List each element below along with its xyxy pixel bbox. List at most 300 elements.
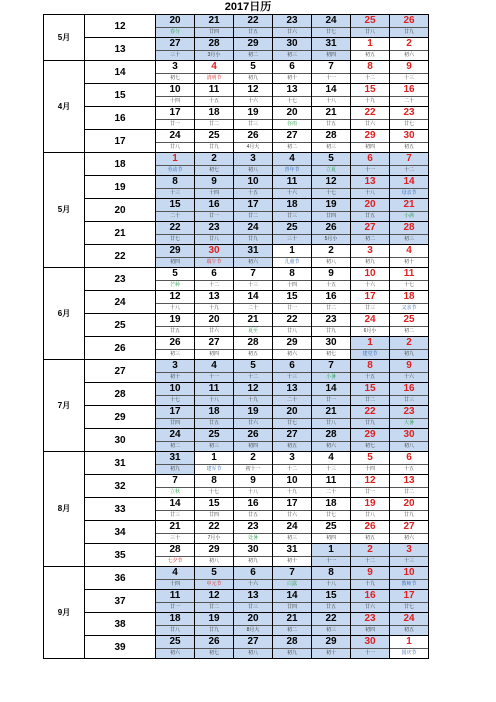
- day-number: 22: [351, 406, 389, 419]
- week-number: 33: [85, 498, 156, 521]
- day-number: 30: [234, 544, 272, 557]
- lunar-label: 初五: [247, 351, 258, 357]
- day-cell: [312, 498, 351, 521]
- day-number: 24: [273, 521, 311, 534]
- lunar-label: 廿四: [208, 512, 219, 518]
- lunar-label: 初二: [169, 443, 180, 449]
- day-cell: [195, 337, 234, 360]
- lunar-label: 廿九: [208, 627, 219, 633]
- lunar-label: 十七: [208, 489, 219, 495]
- day-cell: [273, 360, 312, 383]
- lunar-label: 初三: [403, 236, 414, 242]
- day-number: 12: [195, 590, 233, 603]
- day-cell: [351, 245, 390, 268]
- day-cell: [312, 429, 351, 452]
- day-cell: [195, 15, 234, 38]
- day-number: 7: [312, 360, 350, 373]
- day-number: 14: [312, 383, 350, 396]
- day-number: 5: [195, 567, 233, 580]
- week-row: [44, 360, 429, 383]
- day-cell: [312, 452, 351, 475]
- day-number: 28: [273, 636, 311, 649]
- lunar-label: 初五: [364, 535, 375, 541]
- lunar-label: 父亲节: [401, 305, 417, 311]
- week-number: 23: [85, 268, 156, 291]
- lunar-label: 初七: [364, 443, 375, 449]
- day-number: 27: [195, 337, 233, 350]
- lunar-label: 十二: [403, 167, 414, 173]
- day-number: 5: [312, 153, 350, 166]
- day-cell: [195, 613, 234, 636]
- day-cell: [234, 291, 273, 314]
- lunar-label: 初九: [169, 466, 180, 472]
- lunar-label: 初六: [403, 52, 414, 58]
- week-row: [44, 291, 429, 314]
- lunar-label: 十四: [169, 581, 180, 587]
- day-number: 16: [312, 291, 350, 304]
- day-cell: [195, 245, 234, 268]
- lunar-label: 廿一: [364, 489, 375, 495]
- day-cell: [390, 613, 429, 636]
- day-number: 5: [234, 360, 272, 373]
- day-cell: [351, 590, 390, 613]
- day-cell: [195, 84, 234, 107]
- day-number: 21: [390, 199, 428, 212]
- day-number: 27: [273, 130, 311, 143]
- day-number: 9: [234, 475, 272, 488]
- lunar-label: 初四: [364, 144, 375, 150]
- week-row: [44, 314, 429, 337]
- day-number: 28: [156, 544, 194, 557]
- day-number: 11: [390, 268, 428, 281]
- day-number: 4: [195, 61, 233, 74]
- day-number: 10: [390, 567, 428, 580]
- lunar-label: 三十: [169, 535, 180, 541]
- day-number: 25: [390, 314, 428, 327]
- day-number: 20: [156, 15, 194, 28]
- lunar-label: 廿八: [364, 512, 375, 518]
- day-cell: [351, 15, 390, 38]
- day-cell: [234, 107, 273, 130]
- lunar-label: 十一: [364, 167, 375, 173]
- day-cell: [234, 498, 273, 521]
- lunar-label: 初八: [247, 650, 258, 656]
- lunar-label: 廿三: [403, 397, 414, 403]
- week-row: [44, 429, 429, 452]
- day-cell: [390, 636, 429, 659]
- week-row: [44, 268, 429, 291]
- day-number: 1: [273, 245, 311, 258]
- day-cell: [234, 314, 273, 337]
- day-number: 22: [273, 314, 311, 327]
- week-row: [44, 245, 429, 268]
- lunar-label: 廿二: [208, 121, 219, 127]
- day-cell: [390, 406, 429, 429]
- day-cell: [273, 245, 312, 268]
- month-label: 7月: [44, 360, 85, 452]
- day-number: 23: [390, 406, 428, 419]
- lunar-label: 廿二: [208, 604, 219, 610]
- lunar-label: 十九: [286, 489, 297, 495]
- lunar-label: 廿九: [247, 236, 258, 242]
- day-number: 5: [351, 452, 389, 465]
- day-cell: [351, 636, 390, 659]
- day-number: 19: [234, 107, 272, 120]
- day-number: 25: [312, 521, 350, 534]
- week-row: [44, 130, 429, 153]
- lunar-label: 初三: [286, 52, 297, 58]
- day-number: 19: [156, 314, 194, 327]
- day-cell: [351, 291, 390, 314]
- day-number: 14: [234, 291, 272, 304]
- day-cell: [195, 636, 234, 659]
- day-cell: [195, 521, 234, 544]
- day-number: 26: [234, 130, 272, 143]
- lunar-label: 廿五: [364, 213, 375, 219]
- day-cell: [351, 498, 390, 521]
- week-number: 36: [85, 567, 156, 590]
- lunar-label: 8月大: [246, 627, 260, 633]
- day-cell: [390, 383, 429, 406]
- lunar-label: 二十: [169, 213, 180, 219]
- day-number: 2: [351, 544, 389, 557]
- day-number: 4: [273, 153, 311, 166]
- day-number: 28: [195, 38, 233, 51]
- lunar-label: 廿二: [247, 213, 258, 219]
- day-cell: [312, 107, 351, 130]
- week-row: [44, 636, 429, 659]
- day-cell: [351, 567, 390, 590]
- day-cell: [390, 38, 429, 61]
- week-row: [44, 567, 429, 590]
- month-label: 5月: [44, 153, 85, 268]
- lunar-label: 十八: [208, 397, 219, 403]
- day-number: 10: [156, 383, 194, 396]
- lunar-label: 廿八: [364, 29, 375, 35]
- day-number: 14: [156, 498, 194, 511]
- day-number: 24: [156, 429, 194, 442]
- day-number: 14: [390, 176, 428, 189]
- lunar-label: 十七: [169, 397, 180, 403]
- day-number: 7: [312, 61, 350, 74]
- lunar-label: 十八: [169, 305, 180, 311]
- lunar-label: 廿五: [325, 604, 336, 610]
- lunar-label: 初六: [169, 650, 180, 656]
- lunar-label: 二十: [325, 489, 336, 495]
- day-number: 19: [312, 199, 350, 212]
- day-cell: [390, 15, 429, 38]
- lunar-label: 十一: [208, 374, 219, 380]
- day-number: 10: [234, 176, 272, 189]
- lunar-label: 初四: [169, 259, 180, 265]
- lunar-label: 初三: [325, 144, 336, 150]
- lunar-label: 十九: [247, 397, 258, 403]
- lunar-label: 十五: [208, 98, 219, 104]
- lunar-label: 中元节: [206, 581, 222, 587]
- lunar-label: 立夏: [325, 167, 336, 173]
- lunar-label: 廿七: [325, 512, 336, 518]
- lunar-label: 十六: [247, 581, 258, 587]
- day-number: 13: [234, 590, 272, 603]
- day-number: 12: [351, 475, 389, 488]
- day-cell: [234, 383, 273, 406]
- lunar-label: 廿九: [325, 328, 336, 334]
- week-row: [44, 153, 429, 176]
- day-cell: [312, 337, 351, 360]
- day-number: 29: [156, 245, 194, 258]
- lunar-label: 廿四: [208, 29, 219, 35]
- week-number: 27: [85, 360, 156, 383]
- lunar-label: 廿九: [403, 29, 414, 35]
- day-cell: [195, 360, 234, 383]
- lunar-label: 初九: [247, 558, 258, 564]
- day-number: 6: [351, 153, 389, 166]
- lunar-label: 初四: [247, 443, 258, 449]
- day-cell: [351, 107, 390, 130]
- day-number: 28: [390, 222, 428, 235]
- day-number: 10: [351, 268, 389, 281]
- lunar-label: 廿五: [247, 29, 258, 35]
- day-number: 15: [273, 291, 311, 304]
- day-number: 20: [390, 498, 428, 511]
- week-row: [44, 590, 429, 613]
- lunar-label: 立秋: [169, 489, 180, 495]
- lunar-label: 廿一: [169, 121, 180, 127]
- day-cell: [234, 590, 273, 613]
- day-cell: [234, 452, 273, 475]
- day-cell: [195, 475, 234, 498]
- day-cell: [195, 61, 234, 84]
- lunar-label: 初五: [364, 52, 375, 58]
- day-number: 11: [312, 475, 350, 488]
- day-number: 19: [234, 406, 272, 419]
- day-cell: [156, 498, 195, 521]
- day-cell: [390, 475, 429, 498]
- day-cell: [351, 61, 390, 84]
- day-cell: [195, 153, 234, 176]
- day-number: 3: [273, 452, 311, 465]
- day-cell: [234, 567, 273, 590]
- day-cell: [234, 176, 273, 199]
- day-cell: [312, 383, 351, 406]
- day-cell: [273, 590, 312, 613]
- week-row: [44, 498, 429, 521]
- day-number: 22: [312, 613, 350, 626]
- day-number: 30: [351, 636, 389, 649]
- day-number: 24: [390, 613, 428, 626]
- lunar-label: 十八: [325, 98, 336, 104]
- day-cell: [234, 475, 273, 498]
- week-row: [44, 406, 429, 429]
- day-number: 18: [195, 406, 233, 419]
- week-row: [44, 452, 429, 475]
- day-number: 30: [273, 38, 311, 51]
- day-number: 3: [351, 245, 389, 258]
- day-number: 31: [312, 38, 350, 51]
- lunar-label: 廿二: [403, 489, 414, 495]
- lunar-label: 教师节: [401, 581, 417, 587]
- lunar-label: 十三: [325, 466, 336, 472]
- day-number: 28: [312, 130, 350, 143]
- lunar-label: 二十: [403, 98, 414, 104]
- lunar-label: 初二: [247, 52, 258, 58]
- day-cell: [312, 268, 351, 291]
- day-number: 23: [234, 521, 272, 534]
- lunar-label: 初十: [325, 650, 336, 656]
- week-number: 32: [85, 475, 156, 498]
- lunar-label: 十四: [286, 282, 297, 288]
- day-number: 6: [273, 360, 311, 373]
- lunar-label: 十六: [364, 282, 375, 288]
- month-label: 4月: [44, 61, 85, 153]
- day-number: 8: [273, 268, 311, 281]
- day-cell: [312, 613, 351, 636]
- day-number: 23: [312, 314, 350, 327]
- day-number: 30: [390, 130, 428, 143]
- day-cell: [312, 245, 351, 268]
- day-number: 8: [156, 176, 194, 189]
- day-cell: [156, 567, 195, 590]
- day-cell: [234, 521, 273, 544]
- day-cell: [273, 475, 312, 498]
- day-cell: [234, 222, 273, 245]
- day-number: 7: [234, 268, 272, 281]
- day-cell: [234, 199, 273, 222]
- lunar-label: 廿八: [286, 328, 297, 334]
- lunar-label: 十五: [247, 190, 258, 196]
- week-number: 30: [85, 429, 156, 452]
- day-cell: [156, 452, 195, 475]
- lunar-label: 十九: [208, 305, 219, 311]
- day-number: 19: [351, 498, 389, 511]
- lunar-label: 十三: [169, 190, 180, 196]
- day-cell: [273, 199, 312, 222]
- day-cell: [234, 544, 273, 567]
- day-number: 18: [195, 107, 233, 120]
- lunar-label: 大暑: [403, 420, 414, 426]
- lunar-label: 廿七: [403, 121, 414, 127]
- day-cell: [156, 153, 195, 176]
- week-number: 34: [85, 521, 156, 544]
- lunar-label: 廿八: [325, 420, 336, 426]
- day-number: 13: [390, 475, 428, 488]
- day-cell: [390, 360, 429, 383]
- day-cell: [312, 590, 351, 613]
- lunar-label: 十二: [364, 558, 375, 564]
- day-number: 20: [351, 199, 389, 212]
- week-row: [44, 475, 429, 498]
- day-number: 2: [312, 245, 350, 258]
- day-number: 1: [390, 636, 428, 649]
- day-number: 31: [234, 245, 272, 258]
- lunar-label: 三十: [169, 52, 180, 58]
- day-number: 15: [195, 498, 233, 511]
- day-cell: [312, 544, 351, 567]
- day-cell: [312, 475, 351, 498]
- week-number: 24: [85, 291, 156, 314]
- day-number: 12: [234, 84, 272, 97]
- lunar-label: 劳动节: [167, 167, 183, 173]
- lunar-label: 初五: [403, 627, 414, 633]
- lunar-label: 十七: [325, 190, 336, 196]
- lunar-label: 初六: [247, 259, 258, 265]
- lunar-label: 十八: [247, 489, 258, 495]
- day-cell: [312, 15, 351, 38]
- day-number: 27: [351, 222, 389, 235]
- lunar-label: 二十: [286, 397, 297, 403]
- lunar-label: 十二: [208, 282, 219, 288]
- lunar-label: 廿二: [325, 305, 336, 311]
- day-cell: [273, 521, 312, 544]
- day-number: 3: [390, 544, 428, 557]
- day-number: 6: [234, 567, 272, 580]
- week-row: [44, 38, 429, 61]
- day-cell: [351, 222, 390, 245]
- lunar-label: 儿童节: [284, 259, 300, 265]
- lunar-label: 初七: [208, 650, 219, 656]
- day-number: 28: [234, 337, 272, 350]
- week-number: 38: [85, 613, 156, 636]
- day-number: 16: [390, 383, 428, 396]
- day-cell: [195, 176, 234, 199]
- lunar-label: 廿四: [169, 420, 180, 426]
- week-number: 37: [85, 590, 156, 613]
- day-number: 1: [351, 337, 389, 350]
- day-cell: [273, 107, 312, 130]
- lunar-label: 廿六: [364, 604, 375, 610]
- lunar-label: 廿七: [169, 236, 180, 242]
- lunar-label: 十六: [403, 374, 414, 380]
- lunar-label: 初五: [286, 443, 297, 449]
- day-number: 17: [156, 107, 194, 120]
- lunar-label: 十二: [364, 75, 375, 81]
- day-cell: [156, 268, 195, 291]
- day-number: 31: [273, 544, 311, 557]
- lunar-label: 十九: [364, 98, 375, 104]
- day-cell: [156, 383, 195, 406]
- lunar-label: 三十: [286, 236, 297, 242]
- day-cell: [234, 268, 273, 291]
- lunar-label: 十五: [403, 466, 414, 472]
- day-cell: [312, 84, 351, 107]
- lunar-label: 廿一: [325, 397, 336, 403]
- day-cell: [156, 38, 195, 61]
- day-number: 25: [195, 429, 233, 442]
- day-cell: [273, 130, 312, 153]
- day-number: 16: [234, 498, 272, 511]
- lunar-label: 初六: [325, 443, 336, 449]
- lunar-label: 国庆节: [401, 650, 417, 656]
- day-cell: [156, 360, 195, 383]
- week-number: 26: [85, 337, 156, 360]
- lunar-label: 初十: [286, 558, 297, 564]
- lunar-label: 廿九: [364, 420, 375, 426]
- day-number: 9: [390, 360, 428, 373]
- day-cell: [156, 15, 195, 38]
- day-number: 27: [390, 521, 428, 534]
- day-number: 1: [156, 153, 194, 166]
- lunar-label: 谷雨: [286, 121, 297, 127]
- day-number: 9: [312, 268, 350, 281]
- day-cell: [234, 360, 273, 383]
- day-number: 1: [312, 544, 350, 557]
- day-cell: [351, 199, 390, 222]
- lunar-label: 十三: [286, 374, 297, 380]
- day-number: 21: [156, 521, 194, 534]
- day-cell: [351, 452, 390, 475]
- lunar-label: 初四: [325, 52, 336, 58]
- day-number: 6: [273, 61, 311, 74]
